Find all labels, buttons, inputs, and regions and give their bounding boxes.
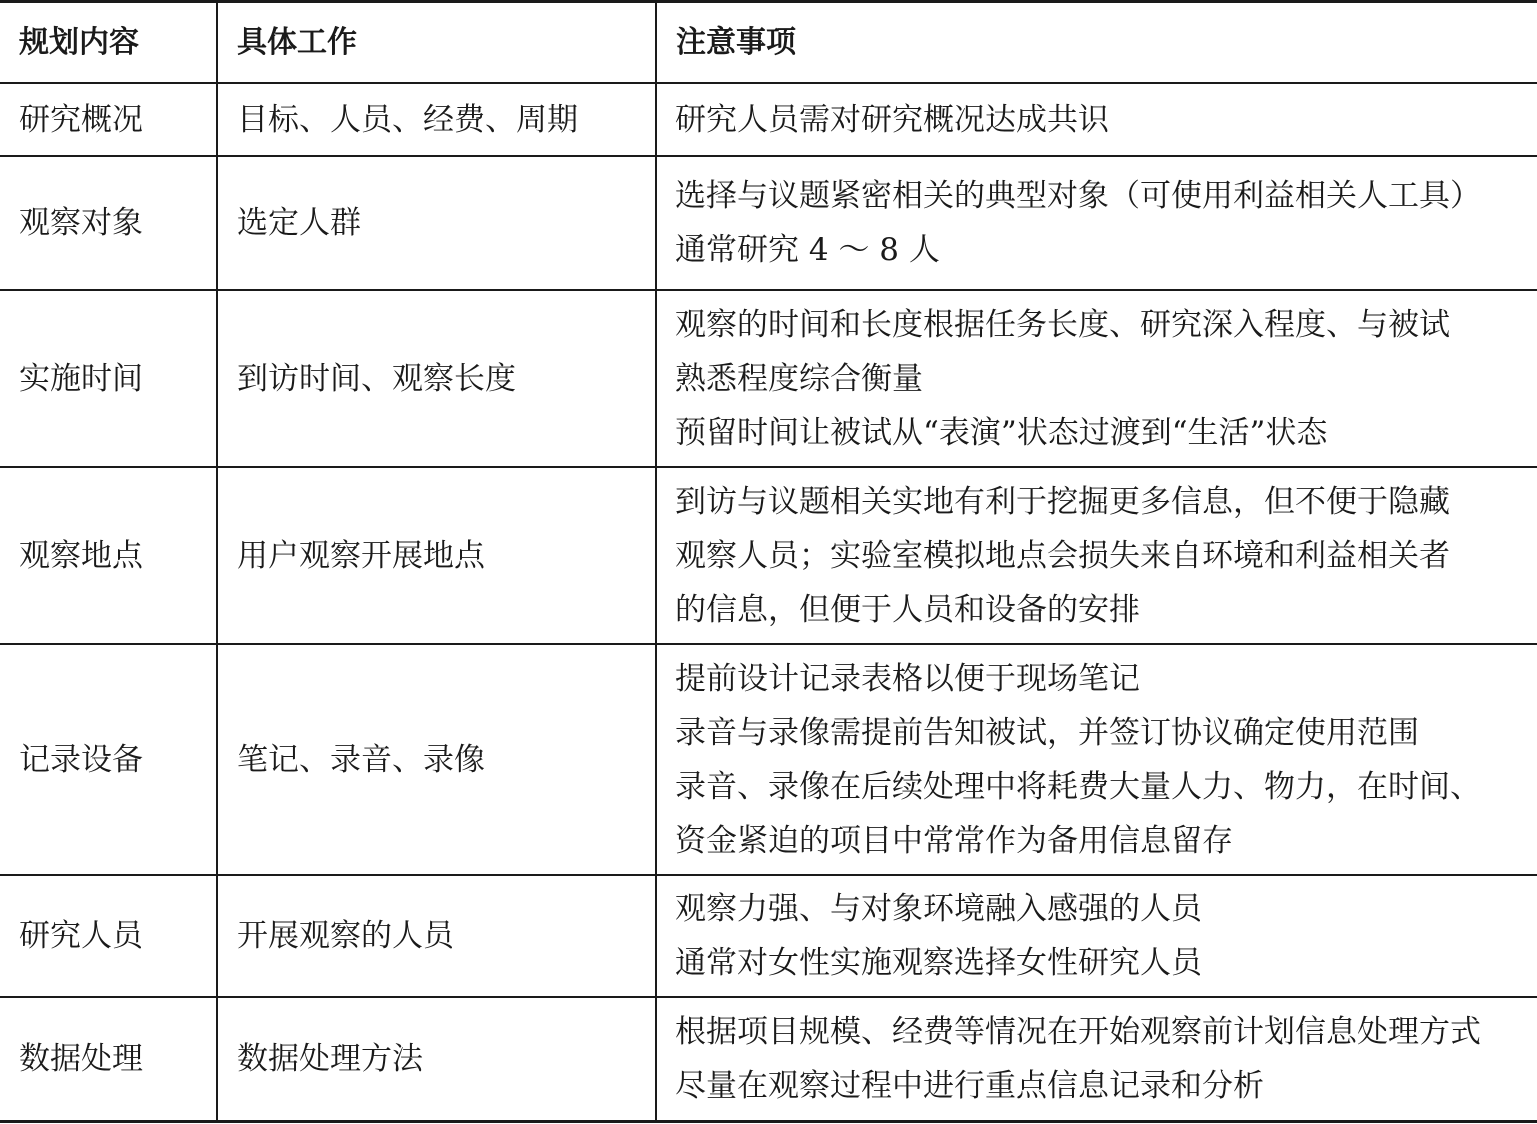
header-specific-work: 具体工作 <box>217 2 656 84</box>
cell-planning-content: 观察对象 <box>0 156 217 290</box>
cell-planning-content: 实施时间 <box>0 290 217 467</box>
header-notes: 注意事项 <box>656 2 1537 84</box>
note-line: 录音与录像需提前告知被试，并签订协议确定使用范围 <box>675 714 1419 751</box>
table-row <box>0 83 1537 156</box>
note-line: 观察的时间和长度根据任务长度、研究深入程度、与被试 <box>675 306 1450 343</box>
cell-planning-content: 研究人员 <box>0 875 217 997</box>
cell-specific-work: 用户观察开展地点 <box>217 467 656 644</box>
header-planning-content: 规划内容 <box>0 2 217 84</box>
note-line: 研究人员需对研究概况达成共识 <box>675 101 1109 138</box>
cell-notes <box>656 644 1537 875</box>
note-line: 通常对女性实施观察选择女性研究人员 <box>675 945 1202 981</box>
cell-specific-work: 笔记、录音、录像 <box>217 644 656 875</box>
table-row <box>0 997 1537 1121</box>
cell-specific-work: 数据处理方法 <box>217 997 656 1121</box>
note-line: 尽量在观察过程中进行重点信息记录和分析 <box>675 1067 1264 1104</box>
cell-planning-content: 观察地点 <box>0 467 217 644</box>
cell-notes <box>656 467 1537 644</box>
cell-notes <box>656 83 1537 156</box>
note-line: 观察人员；实验室模拟地点会损失来自环境和利益相关者 <box>675 537 1450 574</box>
note-line: 选择与议题紧密相关的典型对象（可使用利益相关人工具） <box>675 178 1481 214</box>
table-row <box>0 156 1537 290</box>
cell-specific-work: 选定人群 <box>217 156 656 290</box>
table-body <box>0 83 1537 1121</box>
table-row <box>0 875 1537 997</box>
note-line: 预留时间让被试从“表演”状态过渡到“生活”状态 <box>675 414 1328 451</box>
note-line: 通常研究 4 ～ 8 人 <box>675 232 940 268</box>
cell-notes <box>656 997 1537 1121</box>
note-line: 的信息，但便于人员和设备的安排 <box>675 591 1140 628</box>
cell-planning-content: 记录设备 <box>0 644 217 875</box>
table-row <box>0 644 1537 875</box>
table-row <box>0 467 1537 644</box>
note-line: 观察力强、与对象环境融入感强的人员 <box>675 891 1202 927</box>
note-line: 录音、录像在后续处理中将耗费大量人力、物力，在时间、 <box>675 768 1481 805</box>
cell-notes <box>656 156 1537 290</box>
note-line: 根据项目规模、经费等情况在开始观察前计划信息处理方式 <box>675 1013 1481 1050</box>
cell-specific-work: 开展观察的人员 <box>217 875 656 997</box>
cell-specific-work: 到访时间、观察长度 <box>217 290 656 467</box>
cell-notes <box>656 290 1537 467</box>
cell-planning-content: 研究概况 <box>0 83 217 156</box>
note-line: 到访与议题相关实地有利于挖掘更多信息，但不便于隐藏 <box>675 483 1450 520</box>
cell-notes <box>656 875 1537 997</box>
note-line: 提前设计记录表格以便于现场笔记 <box>675 660 1140 697</box>
cell-specific-work: 目标、人员、经费、周期 <box>217 83 656 156</box>
table-row <box>0 290 1537 467</box>
cell-planning-content: 数据处理 <box>0 997 217 1121</box>
note-line: 熟悉程度综合衡量 <box>675 360 923 397</box>
note-line: 资金紧迫的项目中常常作为备用信息留存 <box>675 822 1233 859</box>
table-header-row <box>0 2 1537 84</box>
